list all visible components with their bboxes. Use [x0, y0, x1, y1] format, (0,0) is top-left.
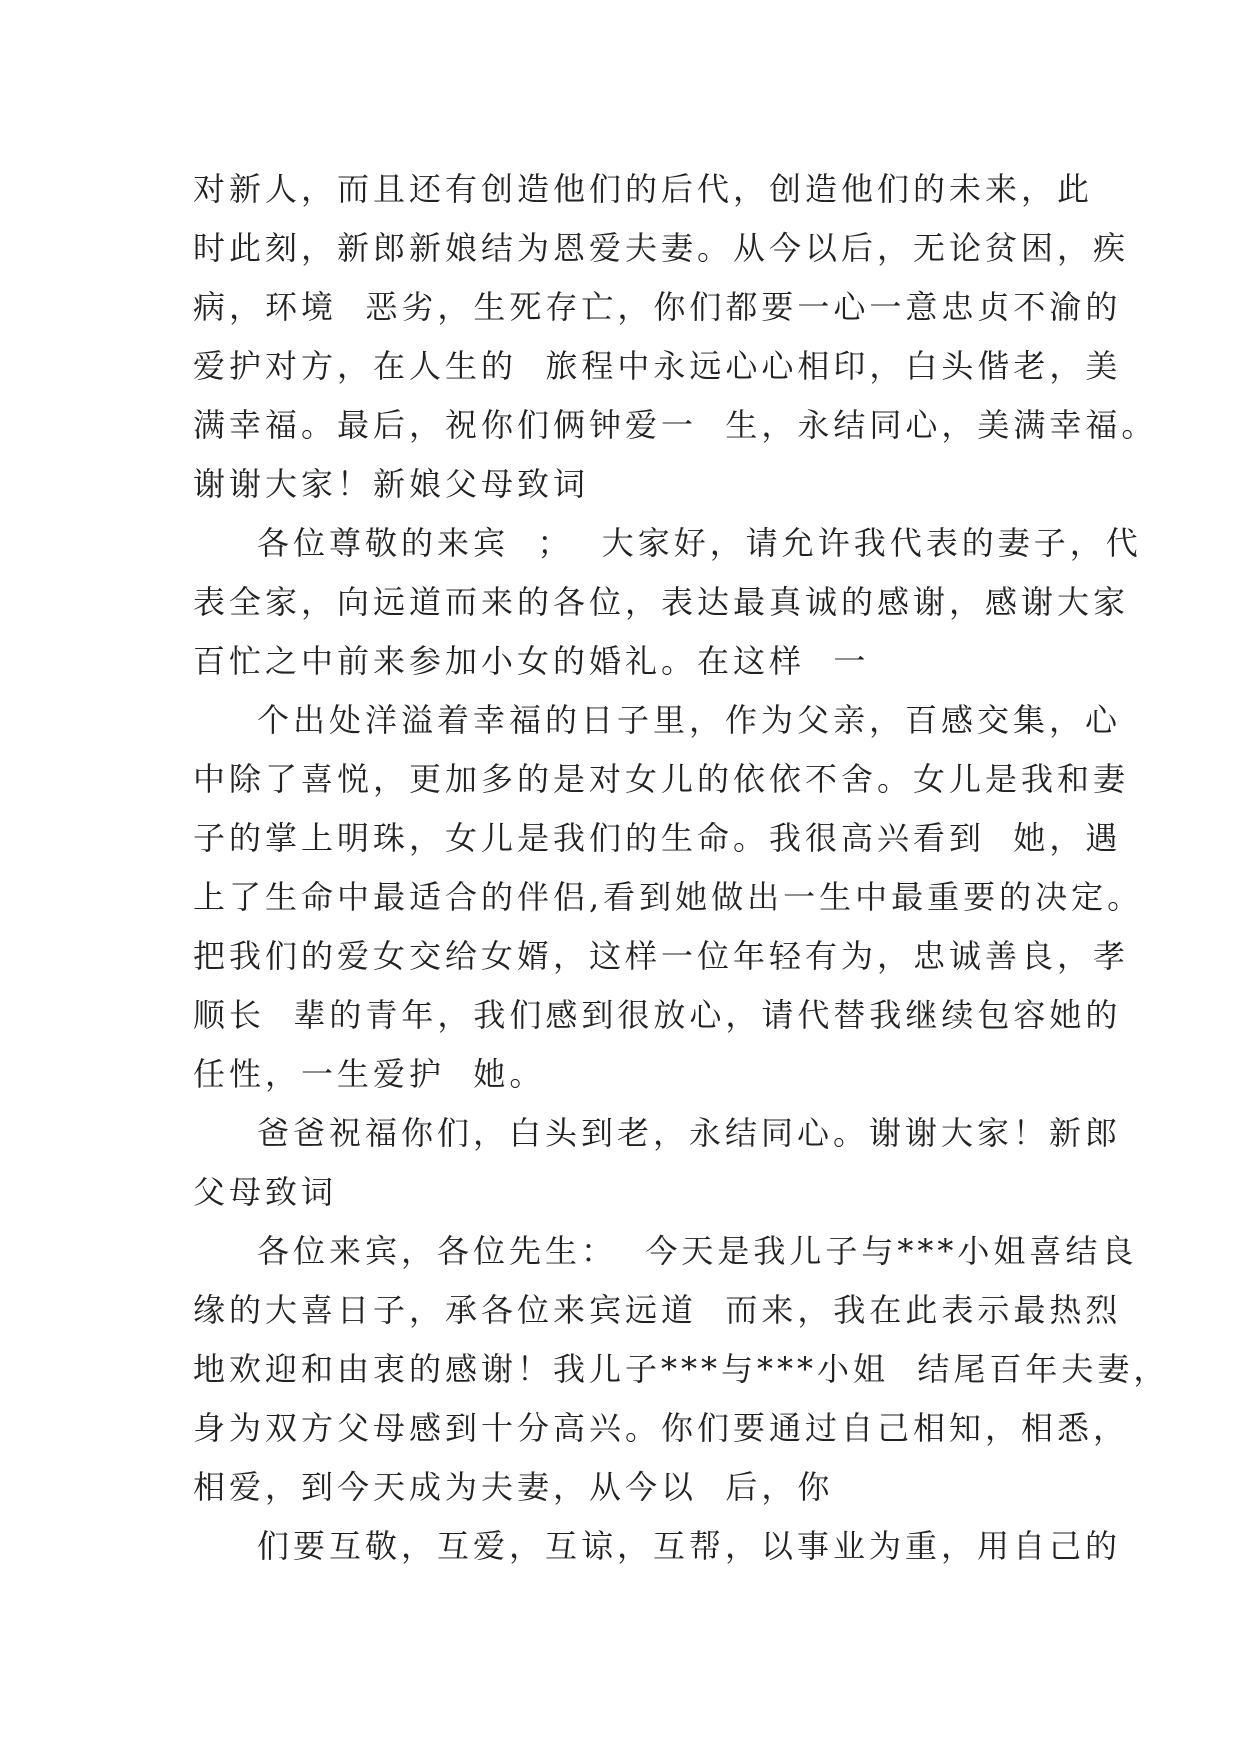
text-line: 相爱，到今天成为夫妻，从今以 后，你	[193, 1468, 834, 1506]
text-line: 百忙之中前来参加小女的婚礼。在这样 一	[193, 642, 870, 680]
text-line: 表全家，向远道而来的各位，表达最真诚的感谢，感谢大家	[193, 583, 1130, 621]
text-line: 时此刻，新郎新娘结为恩爱夫妻。从今以后，无论贫困，疾	[193, 229, 1130, 267]
text-line-indented: 个出处洋溢着幸福的日子里，作为父亲，百感交集，心	[257, 701, 1122, 739]
text-line-indented: 各位尊敬的来宾 ； 大家好，请允许我代表的妻子，代	[257, 524, 1142, 562]
text-line-indented: 们要互敬，互爱，互谅，互帮，以事业为重，用自己的	[257, 1527, 1122, 1565]
document-body	[193, 160, 1170, 1576]
text-line: 病，环境 恶劣，生死存亡，你们都要一心一意忠贞不渝的	[193, 288, 1122, 326]
text-line: 上了生命中最适合的伴侣,看到她做出一生中最重要的决定。	[193, 878, 1144, 916]
text-line-indented: 各位来宾，各位先生： 今天是我儿子与***小姐喜结良	[257, 1232, 1138, 1270]
text-line: 顺长 辈的青年，我们感到很放心，请代替我继续包容她的	[193, 996, 1122, 1034]
text-line: 地欢迎和由衷的感谢！我儿子***与***小姐 结尾百年夫妻，	[193, 1350, 1170, 1388]
text-line: 身为双方父母感到十分高兴。你们要通过自己相知，相悉，	[193, 1409, 1130, 1447]
text-line: 谢谢大家！新娘父母致词	[193, 465, 590, 503]
text-line: 满幸福。最后，祝你们俩钟爱一 生，永结同心，美满幸福。	[193, 406, 1158, 444]
text-line: 子的掌上明珠，女儿是我们的生命。我很高兴看到 她，遇	[193, 819, 1122, 857]
text-line: 父母致词	[193, 1173, 338, 1211]
text-line-indented: 爸爸祝福你们，白头到老，永结同心。谢谢大家！新郎	[257, 1114, 1122, 1152]
text-line: 缘的大喜日子，承各位来宾远道 而来，我在此表示最热烈	[193, 1291, 1122, 1329]
text-line: 把我们的爱女交给女婿，这样一位年轻有为，忠诚善良，孝	[193, 937, 1130, 975]
text-line: 爱护对方，在人生的 旅程中永远心心相印，白头偕老，美	[193, 347, 1122, 385]
text-line: 中除了喜悦，更加多的是对女儿的依依不舍。女儿是我和妻	[193, 760, 1130, 798]
text-line: 任性，一生爱护 她。	[193, 1055, 546, 1093]
text-line: 对新人，而且还有创造他们的后代，创造他们的未来，此	[193, 170, 1094, 208]
